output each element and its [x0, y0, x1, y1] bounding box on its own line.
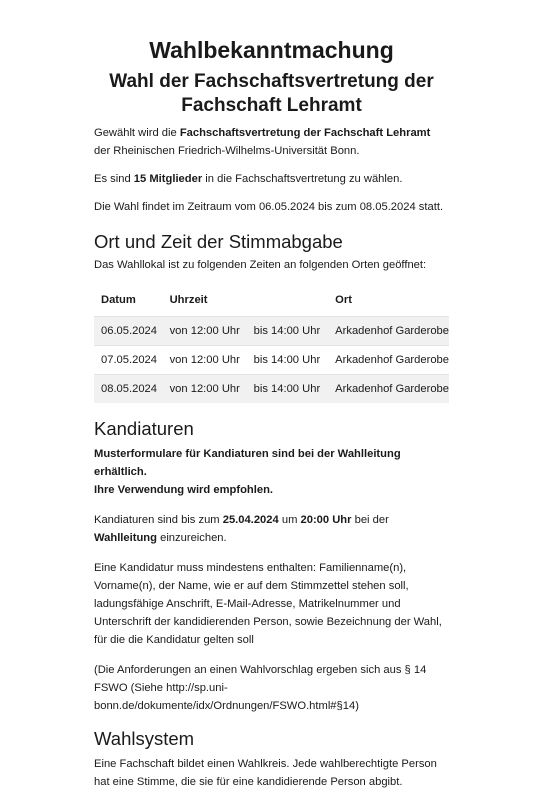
subtitle-line-1: Wahl der Fachschaftsvertretung der	[109, 71, 434, 92]
kandidaturen-requirements: Eine Kandidatur muss mindestens enthalten: Familienname(n), Vorname(n), der Name, wie er auf dem Stimmzettel stehen soll, ladungsfähige Anschrift, E-Mail-Adresse, Matrikelnummer und Unterschrift der kandidierenden Person, sowie Bezeichnung der Wahl, für die die Kandidatur gelten soll	[94, 562, 442, 646]
table-row	[94, 317, 449, 346]
wahlsystem-text: Eine Fachschaft bildet einen Wahlkreis. Jede wahlberechtigte Person hat eine Stimme, die sie für eine kandidierende Person abgibt.	[94, 758, 437, 788]
page-subtitle	[94, 70, 449, 118]
polling-table	[94, 284, 449, 403]
deadline-date: 25.04.2024	[222, 514, 279, 526]
page-title: Wahlbekanntmachung	[149, 37, 394, 63]
deadline-text: einzureichen.	[156, 532, 227, 544]
kandidaturen-bold-line-2: Ihre Verwendung wird empfohlen.	[94, 484, 274, 496]
kandidaturen-deadline	[94, 511, 449, 547]
deadline-text: Kandiaturen sind bis zum	[94, 514, 223, 526]
intro-bold-members: 15 Mitglieder	[133, 173, 203, 185]
table-header	[247, 284, 329, 317]
table-cell: bis 14:00 Uhr	[247, 375, 329, 404]
intro-paragraph-2	[94, 170, 449, 188]
section-heading-ort-zeit: Ort und Zeit der Stimmabgabe	[94, 231, 343, 252]
kandidaturen-bold-line-1: Musterformulare für Kandiaturen sind bei der Wahlleitung erhältlich.	[94, 448, 401, 478]
subtitle-line-2: Fachschaft Lehramt	[181, 95, 362, 116]
table-cell: Arkadenhof Garderobe	[328, 346, 449, 375]
section-heading-wahlsystem: Wahlsystem	[94, 728, 195, 749]
table-cell: Arkadenhof Garderobe	[328, 317, 449, 346]
deadline-time: 20:00 Uhr	[300, 514, 352, 526]
intro-paragraph-1	[94, 124, 449, 160]
table-cell: Arkadenhof Garderobe	[328, 375, 449, 404]
table-cell: von 12:00 Uhr	[163, 346, 247, 375]
intro-text: der Rheinischen Friedrich-Wilhelms-Universität Bonn.	[94, 145, 360, 157]
table-row	[94, 346, 449, 375]
table-cell: bis 14:00 Uhr	[247, 346, 329, 375]
table-cell: von 12:00 Uhr	[163, 375, 247, 404]
table-header-row	[94, 284, 449, 317]
table-header: Datum	[101, 294, 136, 306]
intro-paragraph-3: Die Wahl findet im Zeitraum vom 06.05.2024 bis zum 08.05.2024 statt.	[94, 201, 444, 213]
kandidaturen-note: (Die Anforderungen an einen Wahlvorschlag ergeben sich aus § 14 FSWO (Siehe http://sp.uni-bonn.de/dokumente/idx/Ordnungen/FSWO.html#§14)	[94, 664, 427, 712]
deadline-text: um	[278, 514, 301, 526]
intro-text: in die Fachschaftsvertretung zu wählen.	[202, 173, 403, 185]
deadline-text: bei der	[351, 514, 389, 526]
intro-text: Es sind	[94, 173, 134, 185]
ort-zeit-text: Das Wahllokal ist zu folgenden Zeiten an folgenden Orten geöffnet:	[94, 259, 427, 271]
deadline-who: Wahlleitung	[94, 532, 157, 544]
table-cell: 08.05.2024	[94, 375, 163, 404]
section-heading-kandidaturen: Kandiaturen	[94, 418, 194, 439]
kandidaturen-bold-notice	[94, 445, 449, 499]
intro-bold-body: Fachschaftsvertretung der Fachschaft Lehramt	[179, 127, 431, 139]
table-header: Ort	[335, 294, 352, 306]
table-cell: 07.05.2024	[94, 346, 163, 375]
table-cell: 06.05.2024	[94, 317, 163, 346]
table-cell: bis 14:00 Uhr	[247, 317, 329, 346]
table-cell: von 12:00 Uhr	[163, 317, 247, 346]
intro-text: Gewählt wird die	[94, 127, 180, 139]
table-header: Uhrzeit	[169, 294, 208, 306]
table-row	[94, 375, 449, 404]
